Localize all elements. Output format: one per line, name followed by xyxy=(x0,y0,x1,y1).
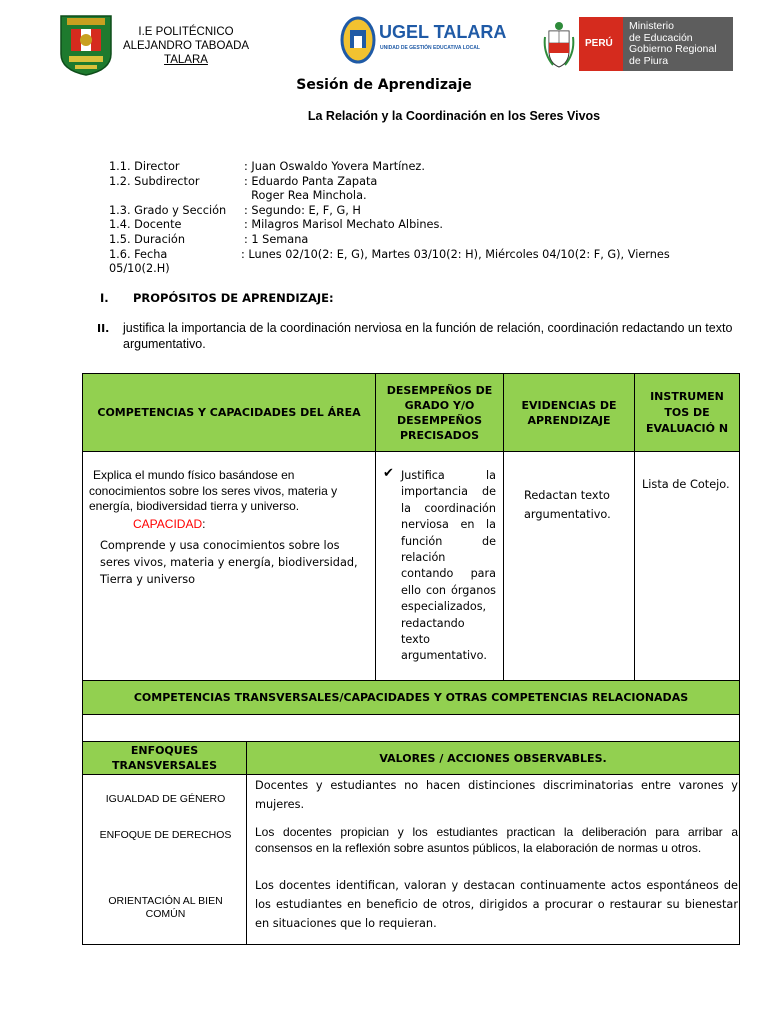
info-value: : Milagros Marisol Mechato Albines. xyxy=(244,218,443,232)
info-value: Roger Rea Minchola. xyxy=(244,189,367,203)
header-desempenos xyxy=(375,373,504,452)
cell-instrumentos xyxy=(634,451,740,681)
info-label: 1.6. Fecha xyxy=(109,247,168,261)
peru-ministry-logo xyxy=(543,17,733,71)
info-label: 05/10(2.H) xyxy=(109,262,170,276)
info-value: : 1 Semana xyxy=(244,232,309,246)
ministry-line3: Gobierno Regional xyxy=(629,43,717,55)
check-icon: ✔ xyxy=(383,466,394,481)
info-value: : Juan Oswaldo Yovera Martínez. xyxy=(244,160,425,173)
header-evidencias-label: EVIDENCIAS DE APRENDIZAJE xyxy=(521,398,617,427)
school-name-line1: I.E POLITÉCNICO xyxy=(138,26,234,38)
header-enfoques-label: ENFOQUES TRANSVERSALES xyxy=(112,744,217,772)
school-crest-logo xyxy=(59,14,113,76)
header-competencias-label: COMPETENCIAS Y CAPACIDADES DEL ÁREA xyxy=(97,406,361,419)
header-valores xyxy=(246,741,740,775)
header-competencias xyxy=(82,373,376,452)
school-name-line2: ALEJANDRO TABOADA xyxy=(122,40,250,52)
header-instrumentos-label: INSTRUMEN TOS DE EVALUACIÓ N xyxy=(645,389,729,435)
cell-evidencias xyxy=(503,451,635,681)
valor-text: Los docentes identifican, valoran y destacan continuamente actos espontáneos de los estudiantes en beneficio de otros, dirigidos a procurar o restaurar su bienestar en situaciones que lo requieran. xyxy=(255,879,738,930)
header-desempenos-label: DESEMPEÑOS DE GRADO Y/O DESEMPEÑOS PRECISADOS xyxy=(386,383,493,442)
desempeno-text: Justifica la importancia de la coordinación nerviosa en la función de relación contando para ello con órganos especializados, redactando texto argumentativo. xyxy=(401,469,496,663)
ministry-line1: Ministerio xyxy=(629,20,674,32)
evidencia-text: Redactan texto argumentativo. xyxy=(524,489,611,521)
info-label: 1.3. Grado y Sección xyxy=(109,203,227,217)
ugel-emblem-icon xyxy=(340,16,376,64)
info-label: 1.4. Docente xyxy=(109,218,182,232)
transversal-header-label: COMPETENCIAS TRANSVERSALES/CAPACIDADES Y OTRAS COMPETENCIAS RELACIONADAS xyxy=(133,690,689,704)
session-table xyxy=(82,373,740,945)
purpose-text: justifica la importancia de la coordinación nerviosa en la función de relación, coordinación redactando un texto argumentativo. xyxy=(123,321,733,351)
cell-desempenos xyxy=(375,451,504,681)
header-valores-label: VALORES / ACCIONES OBSERVABLES. xyxy=(379,751,607,765)
competencia-text: Explica el mundo físico basándose en conocimientos sobre los seres vivos, materia y energía, biodiversidad tierra y universo. xyxy=(89,468,338,513)
info-label: 1.5. Duración xyxy=(109,232,185,246)
school-name xyxy=(118,25,254,67)
header-enfoques xyxy=(82,741,247,775)
school-name-line3: TALARA xyxy=(164,54,208,66)
enfoque-name: ENFOQUE DE DERECHOS xyxy=(99,829,232,841)
transversal-empty-row xyxy=(82,714,740,742)
cell-competencias xyxy=(82,451,376,681)
header-evidencias xyxy=(503,373,635,452)
info-value: : Lunes 02/10(2: E, G), Martes 03/10(2: H), Miércoles 04/10(2: F, G), Viernes xyxy=(241,247,670,261)
info-value: : Eduardo Panta Zapata xyxy=(244,174,378,188)
document-subtitle: La Relación y la Coordinación en los Seres Vivos xyxy=(307,109,601,123)
enfoque-name: ORIENTACIÓN AL BIEN COMÚN xyxy=(108,895,223,920)
ministry-line4: de Piura xyxy=(629,54,669,67)
section-number: II. xyxy=(97,322,110,335)
capacidad-label-wrap xyxy=(133,517,205,531)
section-number: I. xyxy=(100,291,109,305)
info-label: 1.2. Subdirector xyxy=(109,174,200,188)
capacidad-colon: : xyxy=(202,517,206,531)
section-title: PROPÓSITOS DE APRENDIZAJE: xyxy=(133,291,334,305)
capacidad-label: CAPACIDAD xyxy=(133,517,203,531)
section-purposes-heading xyxy=(100,291,334,305)
peru-coat-of-arms-icon xyxy=(543,17,575,71)
peru-red-block xyxy=(579,17,623,71)
enfoque-name: IGUALDAD DE GÉNERO xyxy=(105,793,226,805)
ministry-name-block xyxy=(623,17,733,71)
instrumento-text: Lista de Cotejo. xyxy=(642,478,730,491)
valor-text: Docentes y estudiantes no hacen distinciones discriminatorias entre varones y mujeres. xyxy=(255,779,738,811)
valor-text: Los docentes propician y los estudiantes practican la deliberación para arribar a consensos en la reflexión sobre asuntos públicos, la elaboración de normas u otros. xyxy=(255,825,738,855)
document-title: Sesión de Aprendizaje xyxy=(296,77,472,93)
cell-valores xyxy=(246,774,740,945)
ministry-line2: de Educación xyxy=(629,31,693,44)
ugel-logo xyxy=(340,16,507,64)
header-instrumentos xyxy=(634,373,740,452)
transversal-header xyxy=(82,680,740,715)
info-value: : Segundo: E, F, G, H xyxy=(244,203,361,217)
ugel-subtitle: UNIDAD DE GESTIÓN EDUCATIVA LOCAL xyxy=(380,45,480,51)
peru-label: PERÚ xyxy=(585,38,613,49)
cell-enfoques xyxy=(82,774,247,945)
capacidad-text: Comprende y usa conocimientos sobre los seres vivos, materia y energía, biodiversidad, Tierra y universo xyxy=(100,539,358,586)
ugel-name: UGEL TALARA xyxy=(379,22,507,42)
info-label: 1.1. Director xyxy=(109,160,180,173)
